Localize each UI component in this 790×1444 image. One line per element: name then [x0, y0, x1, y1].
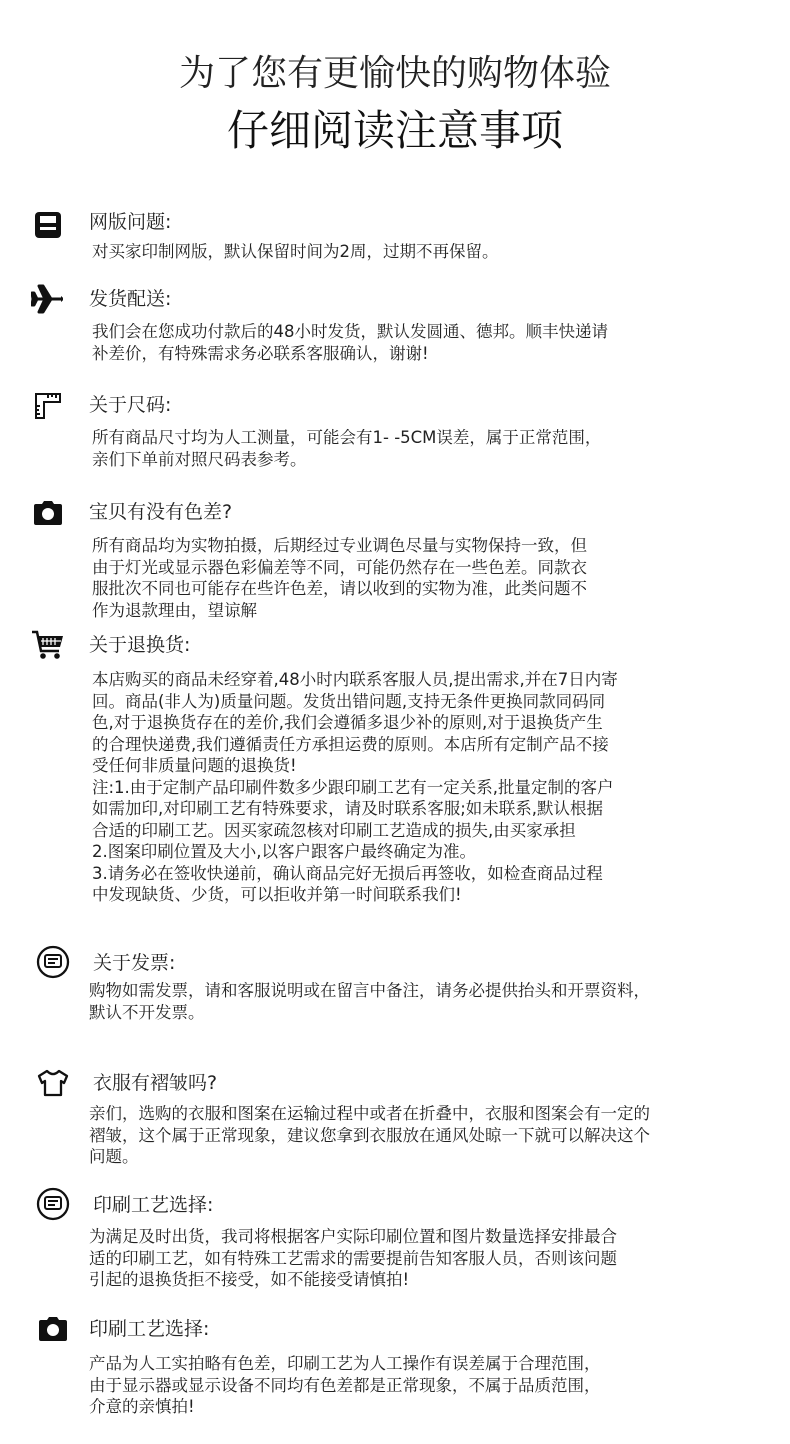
body-line: 购物如需发票，请和客服说明或在留言中备注，请务必提供抬头和开票资料，: [89, 981, 650, 1000]
body-line: 适的印刷工艺，如有特殊工艺需求的需要提前告知客服人员，否则该问题: [89, 1248, 617, 1268]
section-title: 宝贝有没有色差?: [89, 501, 233, 523]
body-line: 如需加印,对印刷工艺有特殊要求，请及时联系客服;如未联系,默认根据: [92, 799, 604, 818]
body-line: 所有商品尺寸均为人工测量，可能会有1- -5CM误差，属于正常范围，: [92, 428, 602, 447]
body-line: 问题。: [89, 1147, 139, 1166]
section-title: 印刷工艺选择:: [89, 1318, 210, 1340]
body-line: 褶皱，这个属于正常现象，建议您拿到衣服放在通风处晾一下就可以解决这个: [89, 1125, 650, 1145]
page-subtitle: 仔细阅读注意事项: [226, 106, 563, 155]
section-title: 发货配送:: [89, 288, 172, 310]
shopping-cart-icon: [31, 628, 65, 662]
section-body: [92, 427, 752, 470]
body-line: 介意的亲慎拍!: [89, 1397, 195, 1416]
body-line: 作为退款理由，望谅解: [92, 600, 257, 620]
save-icon: [31, 208, 65, 242]
section-title: 关于尺码:: [89, 394, 172, 416]
message-circle-icon: [36, 945, 70, 979]
body-line: 由于显示器或显示设备不同均有色差都是正常现象，不属于品质范围，: [89, 1375, 601, 1395]
section-body: [89, 1103, 749, 1168]
section-body: [92, 669, 752, 906]
section-title: 印刷工艺选择:: [93, 1194, 214, 1216]
body-line: 的合理快递费,我们遵循责任方承担运费的原则。本店所有定制产品不接: [92, 734, 609, 754]
body-line: 回。商品(非人为)质量问题。发货出错问题,支持无条件更换同款同码同: [92, 691, 606, 711]
section-body: [89, 1226, 749, 1291]
tshirt-icon: [36, 1066, 70, 1100]
body-line: 亲们，选购的衣服和图案在运输过程中或者在折叠中，衣服和图案会有一定的: [89, 1104, 650, 1123]
body-line: 受任何非质量问题的退换货!: [92, 756, 297, 775]
body-line: 服批次不同也可能存在些许色差，请以收到的实物为准，此类问题不: [92, 579, 587, 598]
body-line: 为满足及时出货，我司将根据客户实际印刷位置和图片数量选择安排最合: [89, 1227, 617, 1246]
section-body: [92, 321, 752, 364]
body-line: 默认不开发票。: [89, 1002, 205, 1022]
body-line: 2.图案印刷位置及大小,以客户跟客户最终确定为准。: [92, 842, 476, 861]
section-body: [92, 535, 752, 621]
body-line: 本店购买的商品未经穿着,48小时内联系客服人员,提出需求,并在7日内寄: [92, 670, 618, 689]
section-title: 关于发票:: [93, 952, 176, 974]
body-line: 我们会在您成功付款后的48小时发货，默认发圆通、德邦。顺丰快递请: [92, 322, 608, 341]
section-title: 衣服有褶皱吗?: [93, 1072, 218, 1094]
body-line: 所有商品均为实物拍摄，后期经过专业调色尽量与实物保持一致，但: [92, 536, 587, 555]
camera-icon: [31, 496, 65, 530]
body-line: 补差价，有特殊需求务必联系客服确认，谢谢!: [92, 343, 429, 363]
body-line: 亲们下单前对照尺码表参考。: [92, 449, 307, 469]
body-line: 色,对于退换货存在的差价,我们会遵循多退少补的原则,对于退换货产生: [92, 713, 603, 732]
page-title: 为了您有更愉快的购物体验: [178, 53, 611, 94]
body-line: 产品为人工实拍略有色差，印刷工艺为人工操作有误差属于合理范围，: [89, 1354, 601, 1373]
body-line: 对买家印制网版，默认保留时间为2周，过期不再保留。: [92, 242, 499, 261]
airplane-icon: [31, 282, 65, 316]
section-title: 网版问题:: [89, 211, 172, 233]
body-line: 由于灯光或显示器色彩偏差等不同，可能仍然存在一些色差。同款衣: [92, 557, 587, 577]
body-line: 注:1.由于定制产品印刷件数多少跟印刷工艺有一定关系,批量定制的客户: [92, 777, 614, 797]
section-body: [89, 980, 749, 1023]
body-line: 3.请务必在签收快递前，确认商品完好无损后再签收，如检查商品过程: [92, 863, 603, 883]
body-line: 引起的退换货拒不接受，如不能接受请慎拍!: [89, 1270, 410, 1289]
section-title: 关于退换货:: [89, 634, 191, 656]
body-line: 合适的印刷工艺。因买家疏忽核对印刷工艺造成的损失,由买家承担: [92, 820, 576, 840]
camera-icon: [36, 1312, 70, 1346]
section-body: [89, 1353, 749, 1418]
message-circle-icon: [36, 1187, 70, 1221]
section-body: [92, 241, 752, 263]
ruler-icon: [31, 389, 65, 423]
body-line: 中发现缺货、少货，可以拒收并第一时间联系我们!: [92, 885, 462, 904]
